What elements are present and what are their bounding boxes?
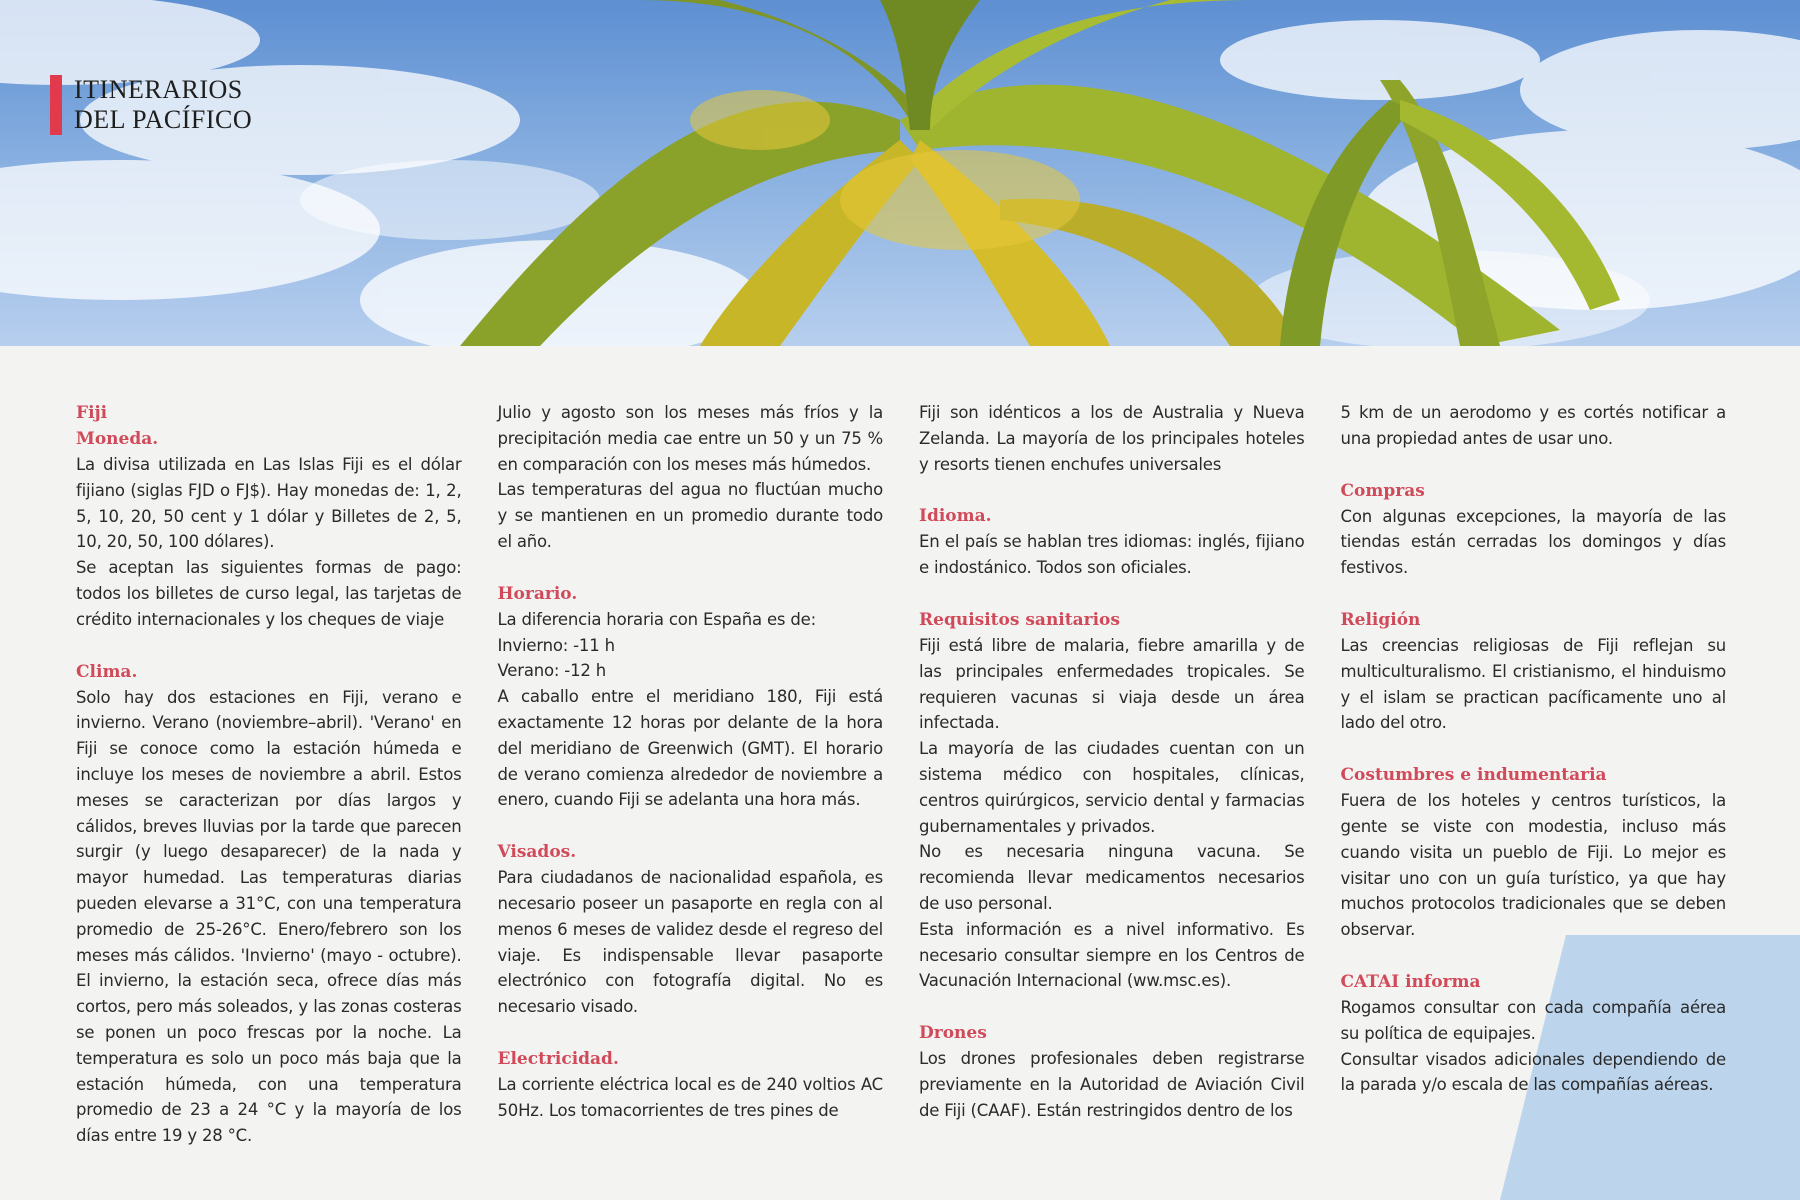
- section-electricidad: [498, 1046, 884, 1124]
- palm-tree-image: [0, 0, 1800, 346]
- section-heading: CATAI informa: [1340, 971, 1481, 992]
- paragraph: Consultar visados adicionales dependiendo de la parada y/o escala de las compañías aéreas.: [1340, 1049, 1726, 1095]
- brand-line-1: ITINERARIOS: [74, 75, 243, 104]
- paragraph: La mayoría de las ciudades cuentan con un sistema médico con hospitales, clínicas, centros quirúrgicos, servicio dental y farmacias gubernamentales y privados.: [919, 739, 1305, 836]
- column-4: [1341, 400, 1727, 1149]
- paragraph: Verano: -12 h: [497, 661, 606, 681]
- section-heading: Idioma.: [919, 506, 992, 527]
- section-religion: [1341, 607, 1727, 736]
- column-1: [76, 400, 462, 1149]
- section-visados: [498, 839, 884, 1020]
- brand-line-2: DEL PACÍFICO: [74, 105, 253, 134]
- section-heading: Costumbres e indumentaria: [1340, 765, 1607, 786]
- section-heading: Requisitos sanitarios: [919, 609, 1120, 630]
- paragraph: Fuera de los hoteles y centros turísticos, la gente se viste con modestia, incluso más cuando visita un pueblo de Fiji. Lo mejor es visitar uno con un guía turístico, ya que hay muchos protocolos tradicionales que se deben observar.: [1340, 791, 1726, 940]
- hero-photo: [0, 0, 1800, 346]
- section-heading: Fiji: [76, 403, 108, 423]
- paragraph: Se aceptan las siguientes formas de pago: todos los billetes de curso legal, las tarjetas de crédito internacionales y los cheques de viaje: [76, 558, 462, 629]
- paragraph: La divisa utilizada en Las Islas Fiji es el dólar fijiano (siglas FJD o FJ$). Hay monedas de: 1, 2, 5, 10, 20, 50 cent y 1 dólar y Billetes de 2, 5, 10, 20, 50, 100 dólares).: [76, 455, 462, 552]
- section-heading: Horario.: [497, 583, 578, 604]
- section-clima: [76, 659, 462, 1149]
- section-heading: Moneda.: [76, 429, 159, 449]
- paragraph: Para ciudadanos de nacionalidad española, es necesario poseer un pasaporte en regla con al menos 6 meses de validez desde el regreso del viaje. Es indispensable llevar pasaporte electrónico con fotografía digital. No es necesario visado.: [497, 868, 883, 1017]
- section-moneda: [76, 400, 462, 633]
- section-heading: Clima.: [76, 661, 138, 682]
- paragraph: En el país se hablan tres idiomas: inglés, fijiano e indostánico. Todos son oficiales.: [919, 532, 1305, 578]
- paragraph: Los drones profesionales deben registrarse previamente en la Autoridad de Aviación Civil de Fiji (CAAF). Están restringidos dentro de los: [919, 1049, 1305, 1120]
- column-2: [498, 400, 884, 1149]
- paragraph: Fiji está libre de malaria, fiebre amarilla y de las principales enfermedades tropicales. Se requieren vacunas si viaja desde un área infectada.: [919, 635, 1305, 733]
- section-costumbres: [1341, 762, 1727, 943]
- paragraph: La corriente eléctrica local es de 240 voltios AC 50Hz. Los tomacorrientes de tres pines de: [497, 1074, 883, 1120]
- paragraph: No es necesaria ninguna vacuna. Se recomienda llevar medicamentos necesarios de uso personal.: [919, 842, 1305, 913]
- column-3: [919, 400, 1305, 1149]
- paragraph: 5 km de un aerodomo y es cortés notificar a una propiedad antes de usar uno.: [1340, 403, 1726, 448]
- section-drones: [919, 1020, 1305, 1123]
- section-heading: Compras: [1340, 480, 1425, 501]
- paragraph: Rogamos consultar con cada compañía aérea su política de equipajes.: [1340, 997, 1726, 1043]
- paragraph: Fiji son idénticos a los de Australia y Nueva Zelanda. La mayoría de los principales hoteles y resorts tienen enchufes universales: [919, 403, 1305, 474]
- text-columns: [76, 400, 1726, 1149]
- paragraph: La diferencia horaria con España es de:: [497, 609, 816, 629]
- section-heading: Drones: [919, 1023, 987, 1044]
- paragraph: Julio y agosto son los meses más fríos y la precipitación media cae entre un 50 y un 75 % en comparación con los meses más húmedos.: [497, 403, 883, 474]
- section-electricidad-cont: [919, 400, 1305, 477]
- paragraph: Con algunas excepciones, la mayoría de las tiendas están cerradas los domingos y días festivos.: [1340, 506, 1726, 578]
- section-heading: Visados.: [497, 842, 577, 863]
- paragraph: Invierno: -11 h: [497, 635, 615, 655]
- paragraph: A caballo entre el meridiano 180, Fiji está exactamente 12 horas por delante de la hora del meridiano de Greenwich (GMT). El horario de verano comienza alrededor de noviembre a enero, cuando Fiji se adelanta una hora más.: [497, 687, 883, 810]
- paragraph: Las creencias religiosas de Fiji reflejan su multiculturalismo. El cristianismo, el hinduismo y el islam se practican pacíficamente uno al lado del otro.: [1340, 635, 1726, 733]
- section-heading: Electricidad.: [497, 1048, 619, 1069]
- paragraph: Las temperaturas del agua no fluctúan mucho y se mantienen en un promedio durante todo el año.: [497, 480, 883, 551]
- section-compras: [1341, 478, 1727, 581]
- section-catai-informa: [1341, 969, 1727, 1098]
- section-drones-cont: [1341, 400, 1727, 452]
- paragraph: Solo hay dos estaciones en Fiji, verano e invierno. Verano (noviembre–abril). 'Verano' en Fiji se conoce como la estación húmeda e incluye los meses de noviembre a abril. Estos meses se caracterizan por días largos y cálidos, breves lluvias por la tarde que parecen surgir (y luego desaparecer) de la nada y mayor humedad. Las temperaturas diarias pueden elevarse a 31°C, con una temperatura promedio de 25-26°C. Enero/febrero son los meses más cálidos. 'Invierno' (mayo - octubre). El invierno, la estación seca, ofrece días más cortos, pero más soleados, y las zonas costeras se ponen un poco frescas por la noche. La temperatura es solo un poco más baja que la estación húmeda, con una temperatura promedio de 23 a 24 °C y la mayoría de los días entre 19 y 28 °C.: [76, 687, 462, 1146]
- section-horario: [498, 581, 884, 813]
- section-clima-cont: [498, 400, 884, 555]
- section-idioma: [919, 503, 1305, 581]
- section-requisitos-sanitarios: [919, 607, 1305, 994]
- paragraph: Esta información es a nivel informativo. Es necesario consultar siempre en los Centros de Vacunación Internacional (ww.msc.es).: [919, 919, 1305, 991]
- brand-title: [50, 75, 252, 135]
- section-heading: Religión: [1340, 609, 1421, 630]
